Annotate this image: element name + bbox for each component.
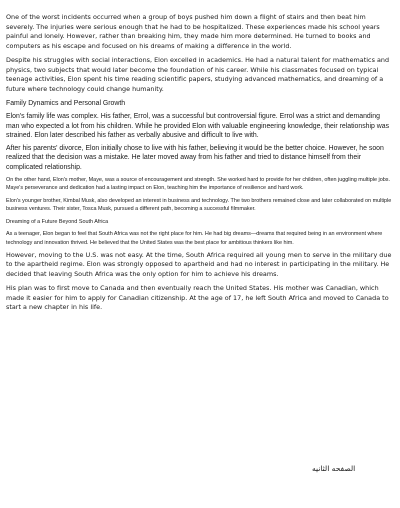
paragraph-mother: On the other hand, Elon's mother, Maye, was a source of encouragement and strength. She worked hard to provide for her children, often juggling multiple jobs. Maye's perseverance and dedication had a lasting impact on Elon, teaching him the importance of resilience and hard work. bbox=[6, 177, 390, 192]
section-heading-family: Family Dynamics and Personal Growth bbox=[6, 100, 126, 107]
document-body bbox=[6, 13, 394, 318]
paragraph-divorce: After his parents' divorce, Elon initially chose to live with his father, believing it would be the better choice. However, he soon realized that the decision was a mistake. He later moved away from his father and tried to distance himself from their complicated relationship. bbox=[6, 145, 384, 171]
paragraph-teenager: As a teenager, Elon began to feel that South Africa was not the right place for him. He had big dreams—dreams that required being in an environment where technology and innovation thrived. He believed that the United States was the best place for ambitious thinkers like him. bbox=[6, 231, 383, 246]
section-heading-future: Dreaming of a Future Beyond South Africa bbox=[6, 218, 109, 225]
paragraph-academics: Despite his struggles with social interactions, Elon excelled in academics. He had a natural talent for mathematics and physics, two subjects that would later become the foundation of his career. While his classmates focused on typical teenage activities, Elon spent his time reading scientific papers, studying advanced mathematics, and dreaming of a future where technology could change humanity. bbox=[6, 56, 390, 93]
paragraph-canada-plan: His plan was to first move to Canada and then eventually reach the United States. His mother was Canadian, which made it easier for him to apply for Canadian citizenship. At the age of 17, he left South Africa and moved to Canada to start a new chapter in his life. bbox=[6, 284, 389, 312]
paragraph-siblings: Elon's younger brother, Kimbal Musk, also developed an interest in business and technology. The two brothers remained close and later collaborated on multiple business ventures. Their sister, Tosca Musk, pursued a different path, becoming a successful filmmaker. bbox=[6, 197, 392, 213]
page-number-label: الصفحه الثانيه bbox=[312, 464, 356, 473]
paragraph-family-life: Elon's family life was complex. His father, Errol, was a successful but controversial figure. Errol was a strict and demanding man who expected a lot from his children. While he provided Elon with valuable engineering knowledge, their relationship was strained. Elon later described his father as verbally abusive and difficult to live with. bbox=[6, 113, 390, 139]
paragraph-school-incident: One of the worst incidents occurred when a group of boys pushed him down a flight of stairs and then beat him severely. The injuries were serious enough that he had to be hospitalized. These experiences made his school years painful and lonely. However, rather than breaking him, they made him more determined. He turned to books and computers as his escape and focused on his dreams of making a difference in the world. bbox=[6, 13, 380, 50]
paragraph-military: However, moving to the U.S. was not easy. At the time, South Africa required all young men to serve in the military due to the apartheid regime. Elon was strongly opposed to apartheid and had no interest in participating in the military. He decided that leaving South Africa was the only option for him to achieve his dreams. bbox=[6, 250, 392, 278]
